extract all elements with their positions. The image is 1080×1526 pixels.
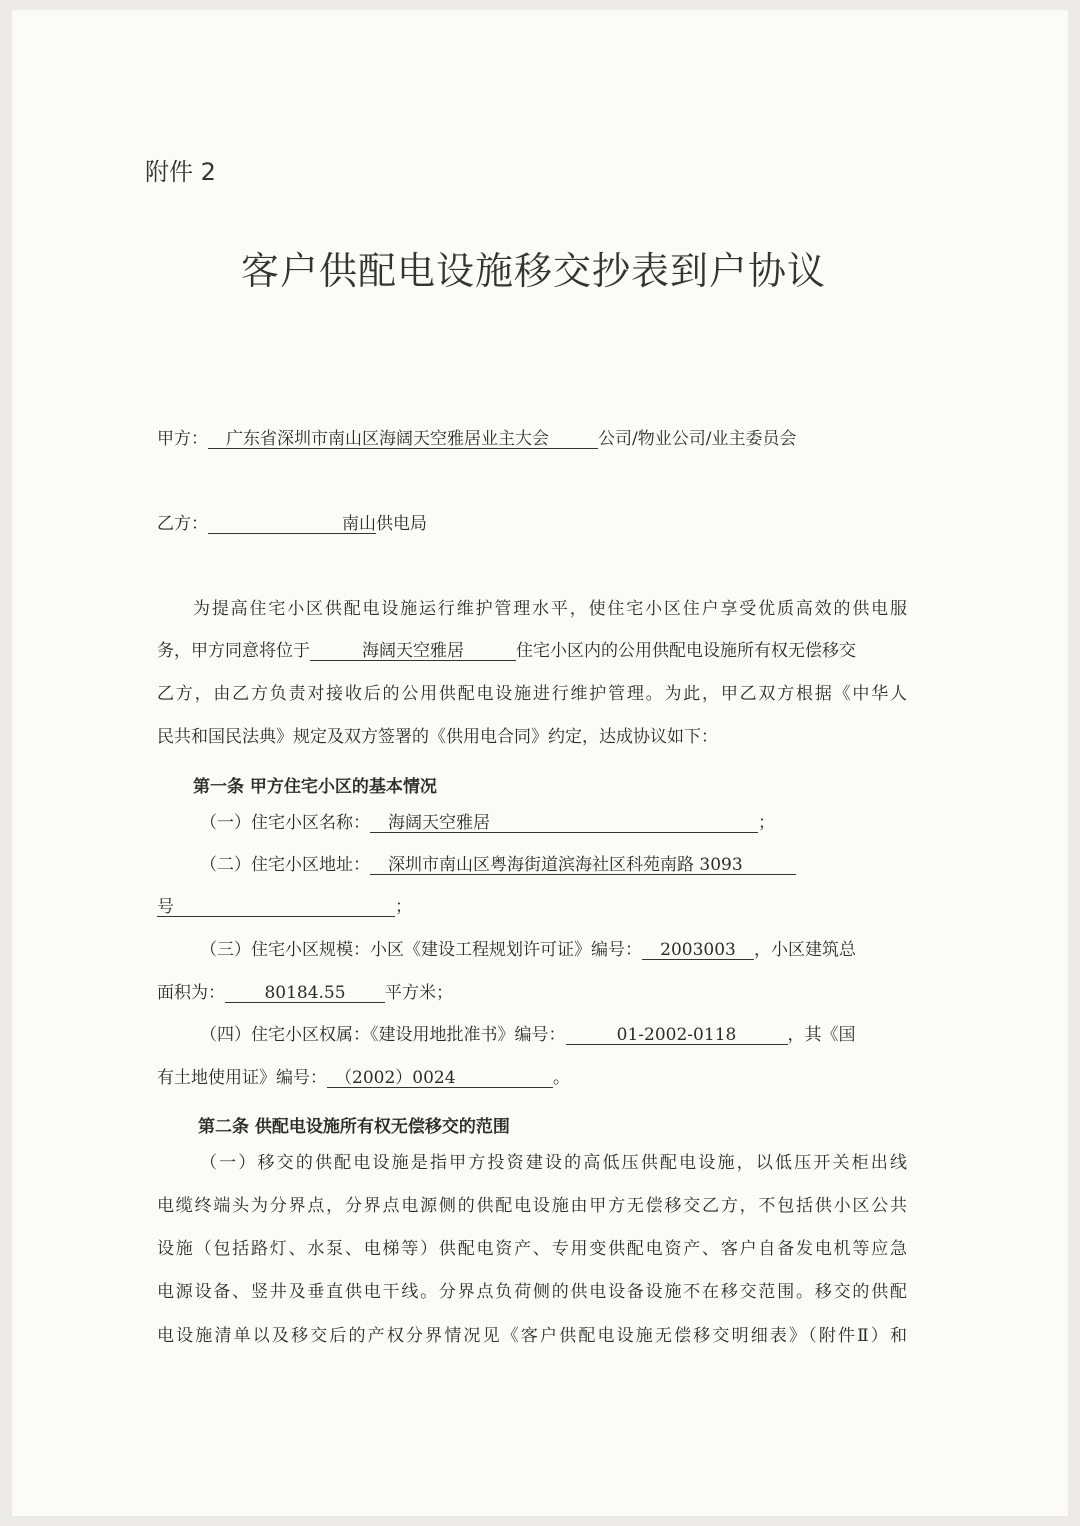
item-2-end: ； — [395, 897, 412, 917]
article-1-item-1 — [200, 815, 775, 833]
party-a-suffix: 公司/物业公司/业主委员会 — [598, 429, 797, 449]
intro-l2-post: 住宅小区内的公用供配电设施所有权无偿移交 — [516, 641, 856, 661]
intro-l2-pre: 务，甲方同意将位于 — [157, 641, 310, 661]
party-a-value: 广东省深圳市南山区海阔天空雅居业主大会 — [208, 431, 598, 449]
item-3-pre: （三）住宅小区规模：小区《建设工程规划许可证》编号： — [200, 940, 642, 960]
article-1-item-3 — [200, 942, 907, 960]
permit-number: 2003003 — [642, 942, 754, 960]
document-title: 客户供配电设施移交抄表到户协议 — [241, 249, 827, 293]
party-a-label: 甲方： — [157, 429, 208, 449]
article-2-line-5: 电设施清单以及移交后的产权分界情况见《客户供配电设施无偿移交明细表》（附件Ⅱ）和 — [157, 1326, 907, 1346]
item-1-end: ； — [758, 813, 775, 833]
item-2-cont: 号 — [157, 899, 395, 917]
land-approval-number: 01-2002-0118 — [566, 1027, 788, 1045]
item-4-cert-label: 有土地使用证》编号： — [157, 1068, 327, 1088]
article-1-item-3-cont — [157, 985, 453, 1003]
intro-line-1: 为提高住宅小区供配电设施运行维护管理水平，使住宅小区住户享受优质高效的供电服 — [193, 599, 907, 619]
party-b-line — [157, 516, 427, 534]
article-1-item-2-cont — [157, 899, 412, 917]
article-1-item-2 — [200, 857, 796, 875]
intro-line-2 — [157, 643, 907, 661]
item-4-end: 。 — [553, 1068, 570, 1088]
article-1-heading: 第一条 甲方住宅小区的基本情况 — [193, 777, 437, 797]
land-cert-number: （2002）0024 — [327, 1070, 553, 1088]
party-b-suffix: 供电局 — [376, 514, 427, 534]
community-name-fill: 海阔天空雅居 — [310, 643, 516, 661]
article-2-heading: 第二条 供配电设施所有权无偿移交的范围 — [198, 1117, 510, 1137]
item-3-area-unit: 平方米； — [385, 983, 453, 1003]
article-2-line-3: 设施（包括路灯、水泵、电梯等）供配电资产、专用变供配电资产、客户自备发电机等应急 — [157, 1239, 907, 1259]
item-1-value: 海阔天空雅居 — [370, 815, 758, 833]
item-4-post: ，其《国 — [787, 1025, 856, 1045]
party-b-value: 南山 — [208, 516, 376, 534]
intro-line-3: 乙方，由乙方负责对接收后的公用供配电设施进行维护管理。为此，甲乙双方根据《中华人 — [157, 684, 907, 704]
article-1-item-4-cont — [157, 1070, 570, 1088]
party-a-line — [157, 431, 796, 449]
building-area: 80184.55 — [225, 985, 385, 1003]
intro-line-4: 民共和国民法典》规定及双方签署的《供用电合同》约定，达成协议如下： — [157, 727, 718, 747]
article-2-line-4: 电源设备、竖井及垂直供电干线。分界点负荷侧的供电设备设施不在移交范围。移交的供配 — [157, 1282, 907, 1302]
item-1-label: （一）住宅小区名称： — [200, 813, 370, 833]
item-3-area-label: 面积为： — [157, 983, 225, 1003]
item-4-pre: （四）住宅小区权属：《建设用地批准书》编号： — [200, 1025, 566, 1045]
item-2-value: 深圳市南山区粤海街道滨海社区科苑南路 3093 — [370, 857, 796, 875]
article-2-line-1: （一）移交的供配电设施是指甲方投资建设的高低压供配电设施，以低压开关柜出线 — [200, 1153, 907, 1173]
article-1-item-4 — [200, 1027, 856, 1045]
item-2-label: （二）住宅小区地址： — [200, 855, 370, 875]
article-2-line-2: 电缆终端头为分界点，分界点电源侧的供配电设施由甲方无偿移交乙方，不包括供小区公共 — [157, 1196, 907, 1216]
item-3-post: ，小区建筑总 — [754, 940, 856, 960]
party-b-label: 乙方： — [157, 514, 208, 534]
attachment-label: 附件 2 — [145, 158, 216, 186]
